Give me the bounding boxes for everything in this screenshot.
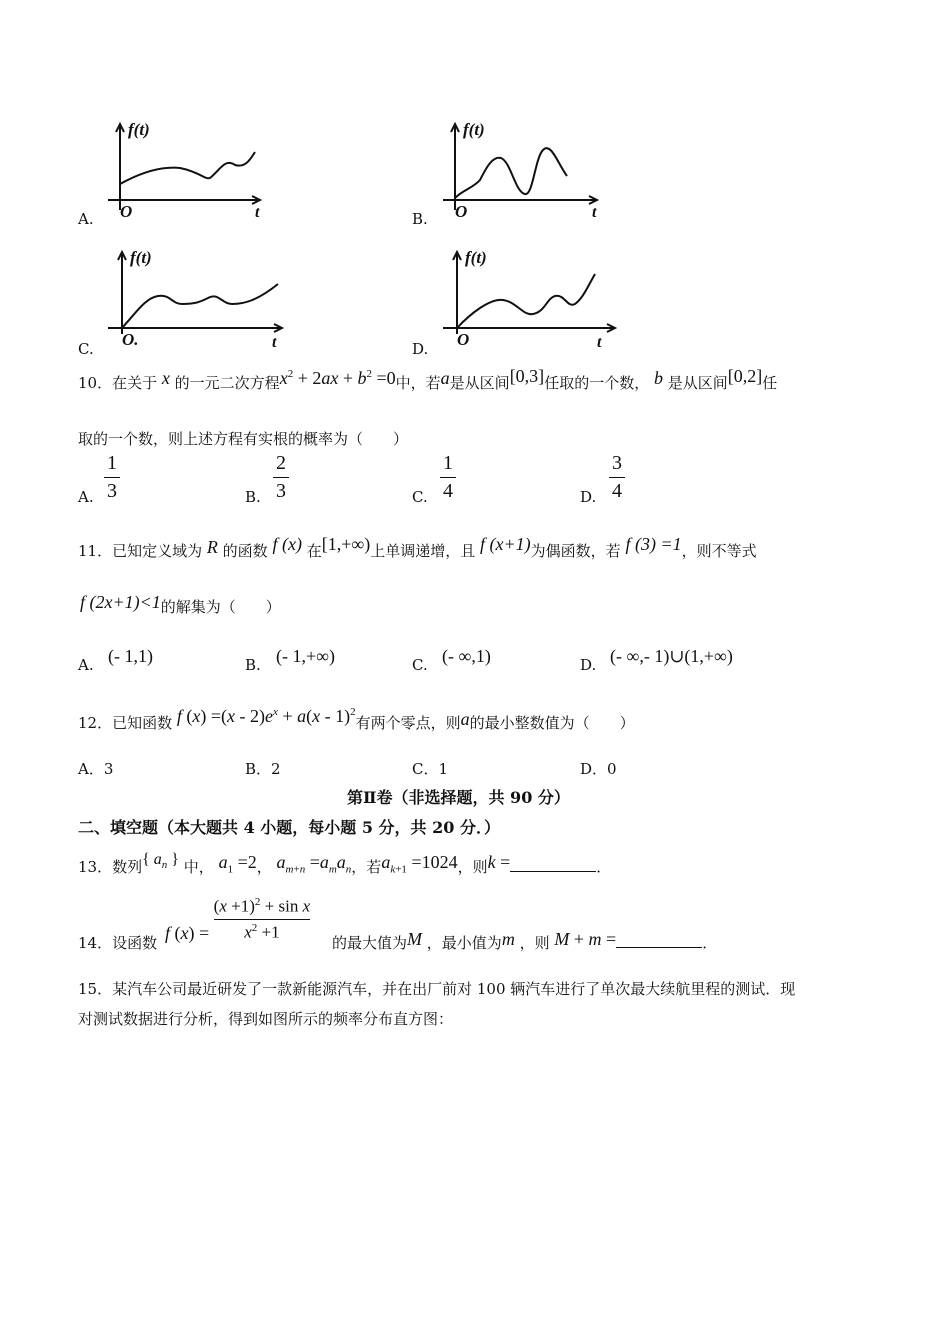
q12-option-c: C．1 [412, 760, 449, 778]
q12-function: f $(x) =(x - 2)e^x + a(x - 1)^2$ [176, 706, 356, 726]
graph-c-label: C. [78, 340, 94, 358]
graph-b-label: B. [412, 210, 428, 228]
q14-var-m-upper: M [407, 929, 423, 949]
q12-line1 [78, 706, 635, 733]
q10-option-c-label: C. [412, 488, 428, 506]
q11-f3: f (3) =1 [625, 534, 682, 554]
q10-option-d-fraction [609, 452, 625, 503]
graph-b-xlabel: t [592, 204, 597, 221]
q11-text6: ，则不等式 [681, 542, 757, 560]
q11-option-d-value: (- ∞,- 1)∪(1,+∞) [610, 646, 733, 666]
q14-var-m-lower: m [501, 929, 515, 949]
q12-option-a: A．3 [78, 760, 114, 778]
q12-number: 12． [78, 714, 113, 732]
q11-fx1: f (x+1) [480, 534, 531, 554]
question-13: 13．数列{ $a_n$ } 中， $a_1 =2$， $a_{m+n} =a_ma_n$，若$a_{k+1} =1024$，则k = ． [78, 851, 612, 876]
q13-recurrence: $a_{m+n} =a_ma_n$ [276, 852, 352, 876]
q12-text1: 已知函数 [112, 714, 173, 732]
q10-option-c-num: 1 [443, 452, 453, 474]
q10-line2: 取的一个数，则上述方程有实根的概率为（ ） [78, 430, 409, 448]
q13-number: 13． [78, 858, 113, 876]
q10-line1 [78, 366, 778, 393]
part-2-title: 二、填空题（本大题共 4 小题，每小题 5 分，共 20 分．） [78, 818, 500, 837]
q10-option-d-label: D. [580, 488, 597, 506]
q12-text2: 有两个零点，则 [355, 714, 461, 732]
q10-number: 10． [78, 374, 113, 392]
graph-b-ylabel: f(t) [463, 120, 485, 139]
q10-option-d-num: 3 [612, 452, 622, 474]
q10-var-x: x [161, 368, 170, 388]
q14-text3: ，最小值为 [426, 934, 502, 952]
q11-text7: 的解集为（ ） [160, 598, 281, 616]
q13-a1: $a_1 =2$ [218, 852, 257, 876]
q11-interval: [1,+∞) [321, 534, 371, 554]
q14-text2: 的最大值为 [332, 934, 408, 952]
q12-option-d: D．0 [580, 760, 617, 778]
q10-text2: 的一元二次方程 [174, 374, 280, 392]
q15-text1: 某汽车公司最近研发了一款新能源汽车，并在出厂前对 100 辆汽车进行了单次最大续航里程的测试．现 [112, 980, 796, 998]
q13-ak1: $a_{k+1} =1024$ [381, 852, 458, 876]
graph-d-xlabel: t [597, 334, 602, 351]
q11-text1: 已知定义域为 [112, 542, 203, 560]
graph-c-ylabel: f(t) [130, 248, 152, 267]
q12-text3: 的最小整数值为（ ） [469, 714, 635, 732]
q14-text1: 设函数 [112, 934, 158, 952]
q10-option-b-label: B. [245, 488, 261, 506]
q10-text4: 是从区间 [449, 374, 510, 392]
q13-text3: ， [256, 858, 272, 876]
q13-text4: ，若 [351, 858, 382, 876]
q14-number: 14． [78, 934, 113, 952]
q10-text7: 任 [762, 374, 778, 392]
q10-option-a-den: 3 [107, 480, 117, 502]
q14-line-rest [332, 929, 718, 953]
q10-option-d-den: 4 [612, 480, 622, 502]
q10-option-c-fraction [440, 452, 456, 503]
section-2-title: 第Ⅱ卷（非选择题，共 90 分） [347, 788, 570, 807]
graph-d-label: D. [412, 340, 429, 358]
q11-inequality: f (2x+1)<1 [80, 592, 161, 612]
q13-text2: 中， [183, 858, 214, 876]
graph-a-xlabel: t [255, 204, 260, 221]
q11-text3: 在 [306, 542, 322, 560]
q10-option-a-num: 1 [107, 452, 117, 474]
q13-var-k: k [487, 852, 496, 872]
graph-a-origin: O [120, 202, 133, 221]
q10-option-b-num: 2 [276, 452, 286, 474]
q10-text3: 中，若 [395, 374, 441, 392]
q11-text2: 的函数 [222, 542, 268, 560]
q10-option-b-fraction [273, 452, 289, 503]
q11-option-c-label: C. [412, 656, 428, 674]
q11-fx: f (x) [272, 534, 302, 554]
q11-line1 [78, 534, 757, 561]
q10-interval1: [0,3] [509, 366, 545, 386]
q13-text5: ，则 [457, 858, 488, 876]
q11-option-b-label: B. [245, 656, 261, 674]
graph-a-label: A. [78, 210, 94, 228]
q14-label [78, 932, 157, 953]
q10-var-a: a [440, 368, 450, 388]
graph-c-xlabel: t [272, 334, 277, 351]
graph-b-origin: O [455, 202, 468, 221]
q14-text4: ，则 [519, 934, 550, 952]
q10-option-c-den: 4 [443, 480, 453, 502]
q10-option-a-label: A. [78, 488, 94, 506]
q13-text1: 数列 [112, 858, 143, 876]
q14-answer-blank[interactable] [616, 946, 702, 948]
q11-line2 [80, 592, 281, 617]
graph-c-origin: O. [122, 330, 139, 349]
q10-equation: $x^2 + 2ax + b^2 =0$ [279, 368, 396, 388]
q10-interval2: [0,2] [727, 366, 763, 386]
q11-option-a-label: A. [78, 656, 94, 674]
q11-option-b-value: (- 1,+∞) [276, 646, 335, 666]
graph-a-ylabel: f(t) [128, 120, 150, 139]
q10-option-b-den: 3 [276, 480, 286, 502]
q15-number: 15． [78, 980, 113, 998]
q15-line1 [78, 978, 795, 999]
q12-option-b: B．2 [245, 760, 281, 778]
q11-option-c-value: (- ∞,1) [442, 646, 491, 666]
q15-line2: 对测试数据进行分析，得到如图所示的频率分布直方图： [78, 1010, 454, 1028]
q11-option-a-value: (- 1,1) [108, 646, 153, 666]
q12-var-a: a [460, 709, 470, 729]
q14-function: f (x) = $\frac{(x +1)^2 + \sin x}{x^2 +1}$ [165, 896, 311, 944]
graph-d-ylabel: f(t) [465, 248, 487, 267]
q10-text5: 任取的一个数， [544, 374, 650, 392]
q11-text5: 为偶函数，若 [530, 542, 621, 560]
graph-d-origin: O [457, 330, 470, 349]
q14-end: ． [702, 934, 718, 952]
q11-text4: 上单调递增，且 [370, 542, 476, 560]
q11-number: 11． [78, 542, 113, 560]
q13-answer-blank[interactable] [510, 870, 596, 872]
q13-sequence: { $a_n$ } [142, 851, 179, 872]
q10-text1: 在关于 [112, 374, 158, 392]
q10-option-a-fraction [104, 452, 120, 503]
q10-text6: 是从区间 [667, 374, 728, 392]
q11-option-d-label: D. [580, 656, 597, 674]
q11-var-r: R [206, 537, 218, 557]
q14-expression: M + m = [554, 929, 617, 949]
q10-var-b: b [653, 368, 663, 388]
q13-end: ． [596, 858, 612, 876]
